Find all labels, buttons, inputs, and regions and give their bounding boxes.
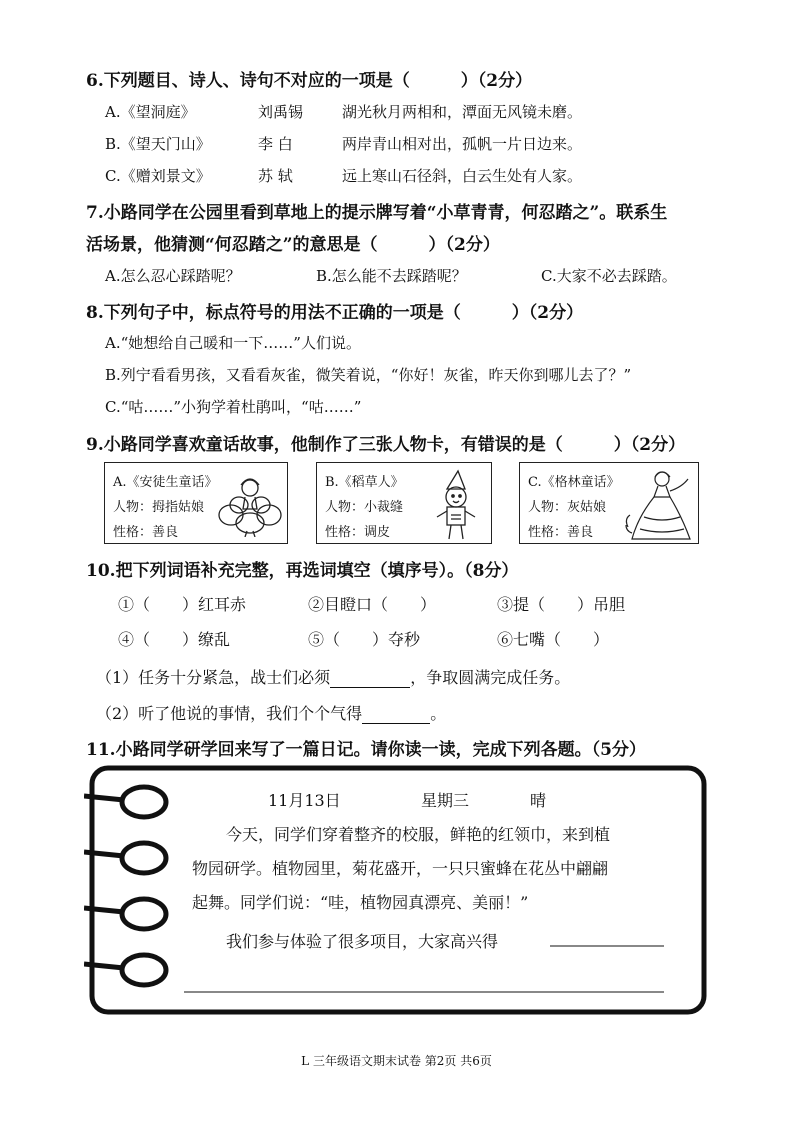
- character-card-c: [519, 462, 699, 544]
- q10-stem: 10.把下列词语补充完整，再选词填空（填序号）。（8分）: [86, 561, 519, 581]
- fill-1-prefix: （1）任务十分紧急，战士们必须: [96, 668, 331, 687]
- q8-option-b: B.列宁看看男孩，又看看灰雀，微笑着说，“你好！灰雀，昨天你到哪儿去了？”: [105, 366, 632, 384]
- idiom-5: ⑤（ ）夺秒: [308, 630, 421, 649]
- card-c-trait: 性格：善良: [528, 525, 594, 540]
- q6-option-c-label: C.《赠刘景文》: [105, 167, 211, 185]
- q6-option-b-label: B.《望天门山》: [105, 135, 211, 153]
- q6-stem: 6.下列题目、诗人、诗句不对应的一项是（ ）（2分）: [86, 71, 533, 91]
- idiom-3: ③提（ ）吊胆: [497, 595, 626, 614]
- diary-para1-line2: 物园研学。植物园里，菊花盛开，一只只蜜蜂在花丛中翩翩: [192, 859, 609, 878]
- diary-weekday: 星期三: [421, 791, 470, 810]
- character-card-a: [104, 462, 288, 544]
- idiom-2: ②目瞪口（ ）: [308, 595, 437, 614]
- card-a-trait: 性格：善良: [113, 525, 179, 540]
- diary-para1-line3: 起舞。同学们说：“哇，植物园真漂亮、美丽！”: [192, 893, 529, 912]
- q6-option-a-verse: 湖光秋月两相和，潭面无风镜未磨。: [342, 103, 583, 121]
- q8-option-c: C.“咕……”小狗学着杜鹃叫，“咕……”: [105, 398, 362, 416]
- idiom-1: ①（ ）红耳赤: [118, 595, 247, 614]
- q7-option-c: C.大家不必去踩踏。: [541, 267, 677, 285]
- diary-para2: 我们参与体验了很多项目，大家高兴得: [226, 932, 499, 951]
- q6-option-b-verse: 两岸青山相对出，孤帆一片日边来。: [342, 135, 583, 153]
- q6-option-a-label: A.《望洞庭》: [105, 103, 196, 121]
- cinderella-illustration: [624, 467, 696, 541]
- q8-option-a: A.“她想给自己暖和一下……”人们说。: [105, 334, 361, 352]
- q6-option-a-poet: 刘禹锡: [258, 103, 304, 121]
- diary-date: 11月13日: [268, 791, 341, 810]
- idiom-4: ④（ ）缭乱: [118, 630, 231, 649]
- fill-1-answer-blank[interactable]: [330, 668, 410, 688]
- card-b-title: B.《稻草人》: [325, 475, 404, 490]
- fill-2-answer-blank[interactable]: [362, 704, 430, 724]
- q6-option-c-verse: 远上寒山石径斜，白云生处有人家。: [342, 167, 583, 185]
- fill-sentence-2: [96, 701, 446, 724]
- card-a-person: 人物：拇指姑娘: [113, 500, 205, 515]
- fill-2-suffix: 。: [430, 704, 447, 723]
- fill-1-suffix: ，争取圆满完成任务。: [410, 668, 571, 687]
- q11-stem: 11.小路同学研学回来写了一篇日记。请你读一读，完成下列各题。（5分）: [86, 740, 646, 760]
- q7-option-b: B.怎么能不去踩踏呢？: [316, 267, 467, 285]
- diary-binder-rings: [84, 787, 166, 985]
- page-footer: L 三年级语文期末试卷 第2页 共6页: [301, 1054, 492, 1068]
- q7-stem-line2: 活场景，他猜测“何忍踏之”的意思是（ ）（2分）: [86, 235, 500, 255]
- character-card-b: [316, 462, 492, 544]
- q8-stem: 8.下列句子中，标点符号的用法不正确的一项是（ ）（2分）: [86, 303, 584, 323]
- thumbelina-illustration: [217, 471, 283, 537]
- q6-option-b-poet: 李 白: [258, 135, 293, 153]
- card-b-trait: 性格：调皮: [325, 525, 391, 540]
- card-c-person: 人物：灰姑娘: [528, 500, 607, 515]
- card-b-person: 人物：小裁缝: [325, 500, 404, 515]
- diary-weather: 晴: [530, 791, 547, 810]
- fill-sentence-1: [96, 665, 570, 688]
- q7-option-a: A.怎么忍心踩踏呢？: [105, 267, 241, 285]
- fill-2-prefix: （2）听了他说的事情，我们个个气得: [96, 704, 363, 723]
- q6-option-c-poet: 苏 轼: [258, 167, 293, 185]
- scarecrow-illustration: [425, 469, 485, 541]
- diary-para1-line1: 今天，同学们穿着整齐的校服，鲜艳的红领巾，来到植: [226, 825, 611, 844]
- card-c-title: C.《格林童话》: [528, 475, 620, 490]
- q7-stem-line1: 7.小路同学在公园里看到草地上的提示牌写着“小草青青，何忍踏之”。联系生: [86, 203, 668, 223]
- card-a-title: A.《安徒生童话》: [113, 475, 218, 490]
- q9-stem: 9.小路同学喜欢童话故事，他制作了三张人物卡，有错误的是（ ）（2分）: [86, 435, 686, 455]
- idiom-6: ⑥七嘴（ ）: [497, 630, 610, 649]
